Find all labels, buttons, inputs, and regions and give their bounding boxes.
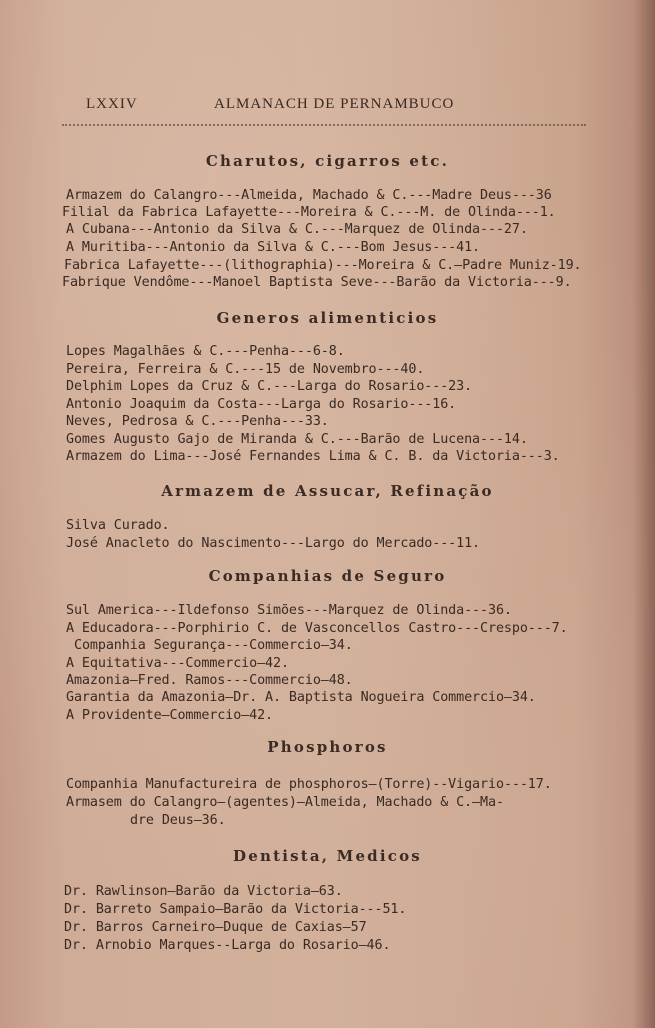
entry-line: José Anacleto do Nascimento---Largo do Mercado---11. bbox=[66, 536, 481, 551]
entry-line: A Equitativa---Commercio—42. bbox=[66, 656, 289, 671]
entry-line: A Cubana---Antonio da Silva & C.---Marquez de Olinda---27. bbox=[66, 222, 528, 237]
section-title-charutos: Charutos, cigarros etc. bbox=[205, 152, 450, 170]
entry-line: Armazem do Calangro---Almeida, Machado & C.---Madre Deus---36 bbox=[66, 188, 552, 203]
entry-line: Dr. Barreto Sampaio—Barão da Victoria---51. bbox=[64, 902, 407, 917]
entry-line: A Muritiba---Antonio da Silva & C.---Bom Jesus---41. bbox=[66, 240, 481, 255]
page-number: LXXIV bbox=[86, 96, 138, 112]
entry-line: Dr. Rawlinson—Barão da Victoria—63. bbox=[64, 884, 343, 899]
entry-line: Sul America---Ildefonso Simões---Marquez de Olinda---36. bbox=[66, 603, 512, 618]
entry-line: Armazem do Lima---José Fernandes Lima & C. B. da Victoria---3. bbox=[66, 449, 560, 464]
entry-line: Neves, Pedrosa & C.---Penha---33. bbox=[66, 414, 329, 429]
entry-line: Amazonia—Fred. Ramos---Commercio—48. bbox=[66, 673, 353, 688]
entry-line: A Providente—Commercio—42. bbox=[66, 708, 274, 723]
entry-line: Gomes Augusto Gajo de Miranda & C.---Barão de Lucena---14. bbox=[66, 432, 528, 447]
entry-line: Fabrique Vendôme---Manoel Baptista Seve---Barão da Victoria---9. bbox=[62, 275, 572, 290]
entry-line: Antonio Joaquim da Costa---Larga do Rosario---16. bbox=[66, 397, 457, 412]
entry-line: Armasem do Calangro—(agentes)—Almeida, Machado & C.—Ma- bbox=[66, 795, 504, 810]
entry-line: Pereira, Ferreira & C.---15 de Novembro---40. bbox=[66, 362, 425, 377]
entry-line: dre Deus—36. bbox=[130, 813, 226, 828]
book-title: ALMANACH DE PERNAMBUCO bbox=[214, 96, 455, 112]
section-title-seguro: Companhias de Seguro bbox=[208, 567, 447, 585]
section-title-generos: Generos alimenticios bbox=[216, 309, 439, 327]
entry-line: Garantia da Amazonia—Dr. A. Baptista Nogueira Commercio—34. bbox=[66, 690, 536, 705]
entry-line: Companhia Manufactureira de phosphoros—(Torre)--Vigario---17. bbox=[66, 777, 552, 792]
entry-line: A Educadora---Porphirio C. de Vasconcellos Castro---Crespo---7. bbox=[66, 621, 568, 636]
running-head bbox=[62, 96, 592, 118]
section-title-assucar: Armazem de Assucar, Refinação bbox=[161, 482, 494, 500]
entry-line: Delphim Lopes da Cruz & C.---Larga do Rosario---23. bbox=[66, 379, 473, 394]
entry-line: Silva Curado. bbox=[66, 518, 170, 533]
entry-line: Dr. Barros Carneiro—Duque de Caxias—57 bbox=[64, 920, 367, 935]
entry-line: Dr. Arnobio Marques--Larga do Rosario—46. bbox=[64, 938, 391, 953]
entry-line: Filial da Fabrica Lafayette---Moreira & C.---M. de Olinda---1. bbox=[62, 205, 556, 220]
entry-line: Lopes Magalhães & C.---Penha---6-8. bbox=[66, 344, 345, 359]
section-title-phosphoros: Phosphoros bbox=[267, 738, 388, 756]
header-rule bbox=[62, 124, 586, 126]
entry-line: Fabrica Lafayette---(lithographia)---Moreira & C.—Padre Muniz-19. bbox=[64, 258, 582, 273]
entry-line: Companhia Segurança---Commercio—34. bbox=[74, 638, 353, 653]
section-title-dentista: Dentista, Medicos bbox=[233, 847, 422, 865]
